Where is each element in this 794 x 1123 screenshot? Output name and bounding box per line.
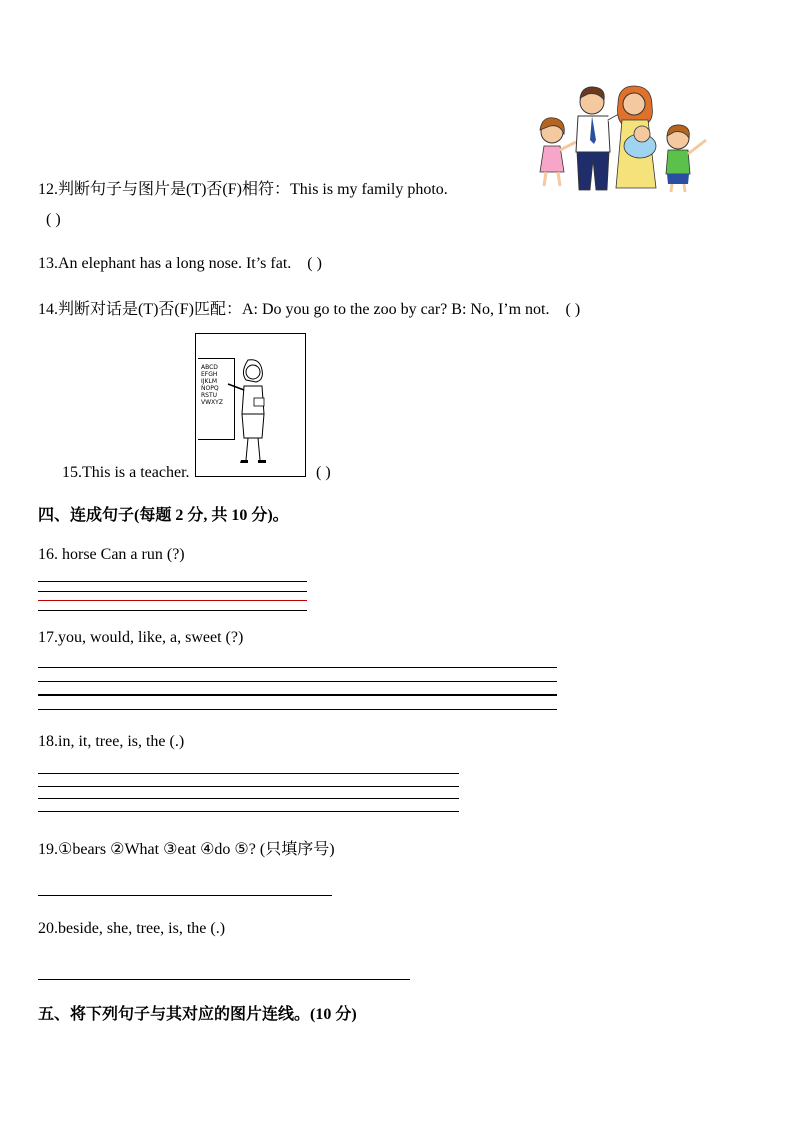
chart-line: NOPQ [201,385,219,392]
writing-line [38,667,557,668]
boy-figure [666,125,706,192]
question-13-text: 13.An elephant has a long nose. It’s fat. [38,255,292,272]
section-5-title: 五、将下列句子与其对应的图片连线。(10 分) [38,1006,357,1023]
question-14-text: 14.判断对话是(T)否(F)匹配：A: Do you go to the zoo by car? B: No, I’m not. [38,301,550,318]
section-4-title: 四、连成句子(每题 2 分, 共 10 分)。 [38,507,289,524]
chart-line: VWXYZ [201,399,223,406]
mother-figure [616,86,656,188]
question-19-answer-line[interactable] [38,895,332,896]
chart-line: RSTU [201,392,218,399]
teacher-figure [226,358,276,468]
question-18-text: 18.in, it, tree, is, the (.) [38,733,185,750]
question-17-text: 17.you, would, like, a, sweet (?) [38,629,244,646]
girl-figure [540,118,576,186]
question-20-text: 20.beside, she, tree, is, the (.) [38,920,226,937]
writing-line [38,694,557,696]
writing-line [38,811,459,812]
question-12-answer-blank[interactable]: ( ) [46,211,61,228]
writing-line-red [38,600,307,601]
writing-line [38,581,307,582]
teacher-picture-frame [195,333,306,477]
question-19-text: 19.①bears ②What ③eat ④do ⑤? (只填序号) [38,841,335,858]
writing-line [38,610,307,611]
question-12 [38,176,448,199]
writing-line [38,709,557,710]
question-12-text: 12.判断句子与图片是(T)否(F)相符：This is my family photo. [38,181,448,198]
writing-line [38,786,459,787]
question-20-answer-line[interactable] [38,979,410,980]
writing-line [38,681,557,682]
writing-line [38,773,459,774]
chart-line: IJKLM [201,378,217,385]
chart-line: EFGH [201,371,218,378]
family-illustration [530,80,715,195]
question-14-answer-blank[interactable]: ( ) [565,301,581,318]
question-15-text: 15.This is a teacher. [62,464,190,481]
question-15-answer-blank[interactable]: ( ) [316,464,331,481]
writing-line [38,798,459,799]
question-16-text: 16. horse Can a run (?) [38,546,185,563]
writing-line [38,591,307,592]
question-13 [38,255,322,273]
question-14 [38,296,580,319]
chart-line: ABCD [201,364,218,371]
question-13-answer-blank[interactable]: ( ) [307,255,322,272]
